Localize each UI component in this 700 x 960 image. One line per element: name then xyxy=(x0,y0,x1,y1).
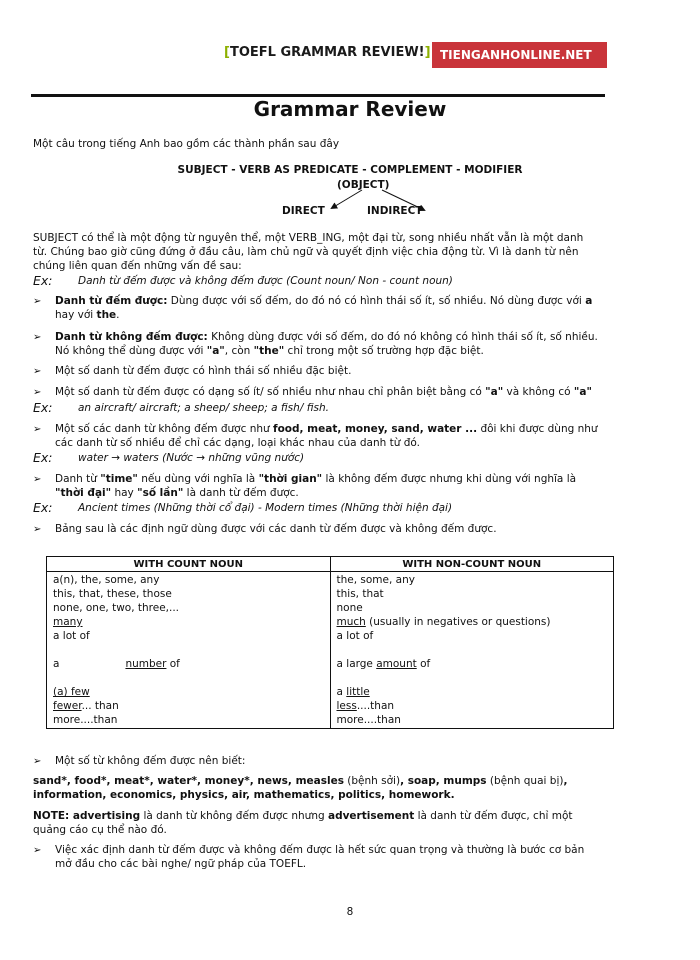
formula-object: (OBJECT) xyxy=(337,179,390,191)
bullet-icon: ➢ xyxy=(33,332,42,343)
bullet-uncountable-nouns: Danh từ không đếm được: Không dùng được với số đếm, do đó nó không có hình thái số ít, số nhiều. Nó không thể dùng được với "a", còn "the" chỉ trong một số trường hợp đặc biệt. xyxy=(55,331,598,357)
noncount-word-list: sand*, food*, meat*, water*, money*, news, measles (bệnh sởi), soap, mumps (bệnh quai bị), information, economics, physics, air, mathematics, politics, homework. xyxy=(33,775,568,801)
page-number: 8 xyxy=(346,906,354,918)
subject-paragraph: SUBJECT có thể là một động từ nguyên thể, một VERB_ING, một đại từ, song nhiều nhất vẫn là một danh từ. Chúng bao giờ cũng đứng ở đầu câu, làm chủ ngữ và quyết định việc chia động từ. Vì là danh từ nên chúng liên quan đến những vấn đề sau: xyxy=(33,232,584,272)
noncount-noun-cell: the, some, any this, that none much (usually in negatives or questions) a lot of a large amount of a little less....than more....than xyxy=(330,572,614,729)
bullet-noncount-plural-use: Một số các danh từ không đếm được như food, meat, money, sand, water ... đôi khi được dùng như các danh từ số nhiều để chỉ các dạng, loại khác nhau của danh từ đó. xyxy=(55,423,598,449)
table-header-row xyxy=(47,557,614,572)
formula-direct: DIRECT xyxy=(282,205,325,217)
formula-indirect: INDIRECT xyxy=(367,205,423,217)
example-label: Ex: xyxy=(33,400,53,415)
bullet-importance: Việc xác định danh từ đếm được và không đếm được là hết sức quan trọng và thường là bước cơ bản mở đầu cho các bài nghe/ ngữ pháp của TOEFL. xyxy=(55,844,585,870)
col-header-noncount: WITH NON-COUNT NOUN xyxy=(330,557,614,572)
bullet-icon: ➢ xyxy=(33,756,42,767)
bullet-icon: ➢ xyxy=(33,366,42,377)
example-label: Ex: xyxy=(33,500,53,515)
bullet-special-plurals: Một số danh từ đếm được có hình thái số nhiều đặc biệt. xyxy=(55,365,352,377)
bullet-icon: ➢ xyxy=(33,524,42,535)
determiner-table xyxy=(46,556,614,729)
bullet-icon: ➢ xyxy=(33,474,42,485)
note-advertising: NOTE: advertising là danh từ không đếm được nhưng advertisement là danh từ đếm được, chỉ một quảng cáo cụ thể nào đó. xyxy=(33,810,573,836)
example-label: Ex: xyxy=(33,450,53,465)
bullet-table-intro: Bảng sau là các định ngữ dùng được với các danh từ đếm được và không đếm được. xyxy=(55,523,497,535)
sentence-formula: SUBJECT - VERB AS PREDICATE - COMPLEMENT - MODIFIER xyxy=(177,164,523,176)
page-title: Grammar Review xyxy=(253,97,447,121)
bullet-noncount-list-intro: Một số từ không đếm được nên biết: xyxy=(55,755,246,767)
bullet-icon: ➢ xyxy=(33,845,42,856)
bullet-icon: ➢ xyxy=(33,296,42,307)
bullet-time-noun: Danh từ "time" nếu dùng với nghĩa là "thời gian" là không đếm được nhưng khi dùng với nghĩa là "thời đại" hay "số lần" là danh từ đếm được. xyxy=(55,473,577,499)
bullet-icon: ➢ xyxy=(33,424,42,435)
col-header-count: WITH COUNT NOUN xyxy=(47,557,331,572)
bullet-same-form: Một số danh từ đếm được có dạng số ít/ số nhiều như nhau chỉ phân biệt bằng có "a" và không có "a" xyxy=(55,386,592,398)
bullet-countable-nouns: Danh từ đếm được: Dùng được với số đếm, do đó nó có hình thái số ít, số nhiều. Nó dùng được với a hay với the. xyxy=(55,295,593,321)
site-badge: TIENGANHONLINE.NET xyxy=(432,42,607,68)
intro-text: Một câu trong tiếng Anh bao gồm các thành phần sau đây xyxy=(33,138,340,150)
count-noun-cell: a(n), the, some, any this, that, these, those none, one, two, three,... many a lot of a number of (a) few fewer... than more....than xyxy=(47,572,331,729)
bullet-icon: ➢ xyxy=(33,387,42,398)
header-title: [TOEFL GRAMMAR REVIEW!] xyxy=(224,45,431,60)
example-label: Ex: xyxy=(33,273,53,288)
table-row xyxy=(47,572,614,729)
page-header xyxy=(0,42,700,68)
